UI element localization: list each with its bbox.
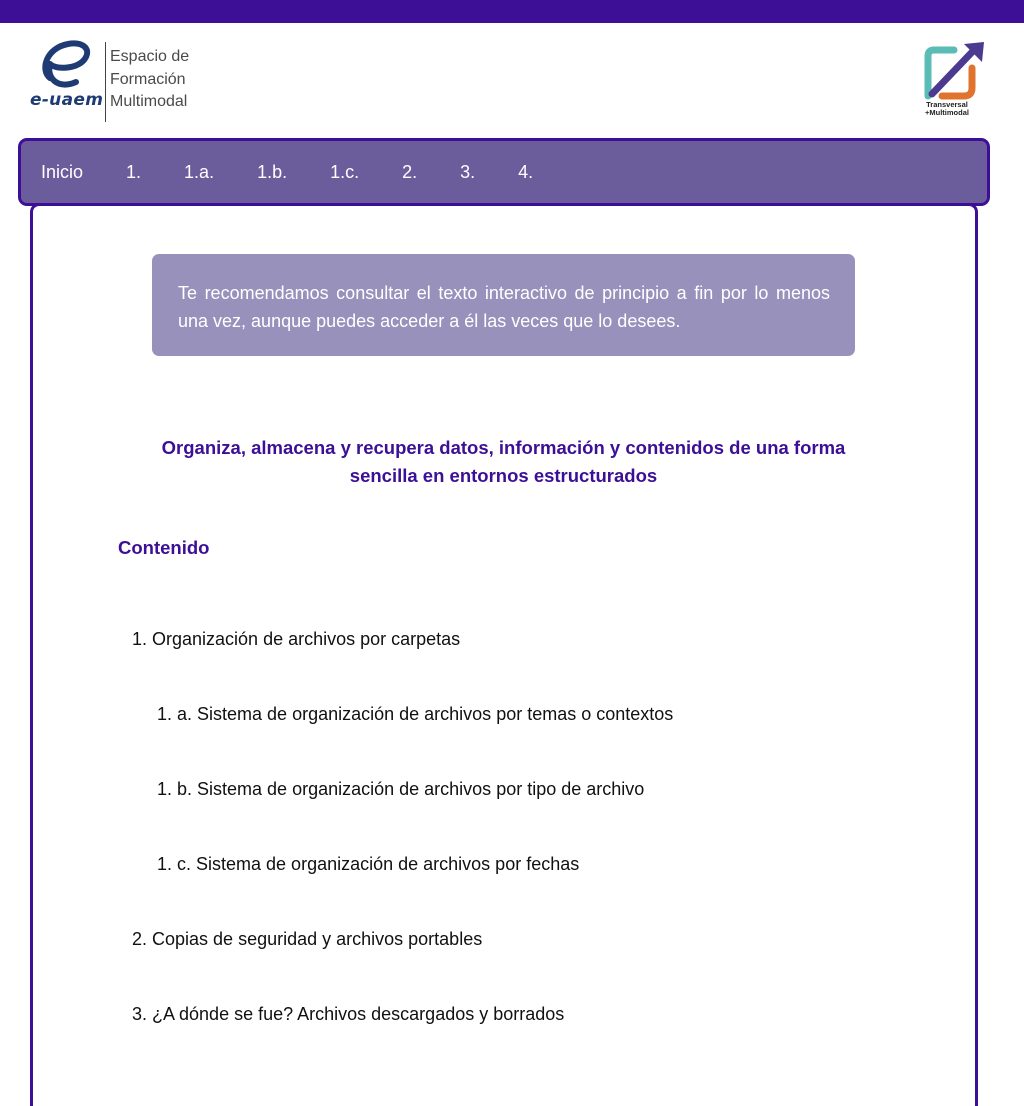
logo-right-line: Transversal [926,100,968,109]
e-uaem-logo-mark-icon [36,40,96,92]
section-nav [18,138,990,206]
contents-label: Contenido [118,537,210,558]
logo-subtitle-line: Multimodal [110,93,188,110]
logo-subtitle-line: Formación [110,70,186,88]
logo-wordmark: e-uaem [30,90,104,110]
nav-item-3[interactable]: 3. [460,161,476,182]
toc-link-1a[interactable]: 1. a. Sistema de organización de archivos por temas o contextos [157,704,674,724]
logo-subtitle-line: Espacio de [110,48,190,65]
transversal-arrow-icon [918,40,990,100]
nav-item-2[interactable]: 2. [402,161,418,182]
toc-link-1[interactable]: 1. Organización de archivos por carpetas [132,629,461,649]
recommendation-notice: Te recomendamos consultar el texto interactivo de principio a fin por lo menos una vez, aunque puedes acceder a él las veces que lo desees. [152,254,855,356]
nav-item-inicio[interactable]: Inicio [41,161,84,182]
toc-link-3[interactable]: 3. ¿A dónde se fue? Archivos descargados y borrados [132,1004,565,1024]
toc-link-2[interactable]: 2. Copias de seguridad y archivos portables [132,929,483,949]
page-heading [130,434,877,490]
e-uaem-logo [30,40,210,122]
logo-divider [105,42,106,122]
nav-item-4[interactable]: 4. [518,161,534,182]
page-heading-line: Organiza, almacena y recupera datos, información y contenidos de una forma [161,437,846,458]
page-heading-line: sencilla en entornos estructurados [349,465,658,486]
nav-item-1[interactable]: 1. [126,161,142,182]
logo-subtitle [110,46,220,114]
top-color-bar [0,0,1024,23]
logo-right-text [918,101,976,117]
logo-right-line: +Multimodal [925,108,969,117]
nav-item-1b[interactable]: 1.b. [257,161,288,182]
nav-item-1a[interactable]: 1.a. [184,161,215,182]
toc-link-1c[interactable]: 1. c. Sistema de organización de archivos por fechas [157,854,580,874]
toc-link-1b[interactable]: 1. b. Sistema de organización de archivos por tipo de archivo [157,779,645,799]
transversal-multimodal-logo [918,40,990,120]
nav-item-1c[interactable]: 1.c. [330,161,360,182]
